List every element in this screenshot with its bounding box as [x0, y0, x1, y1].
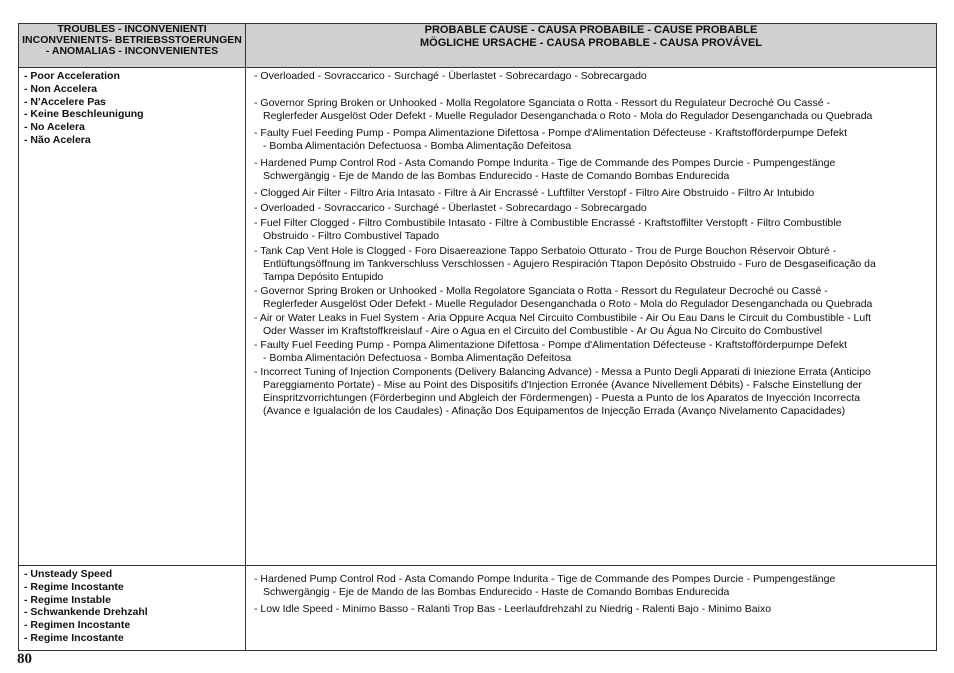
cause-item [254, 312, 930, 338]
cause-item [254, 245, 930, 284]
cause-line: Schwergängig - Eje de Mando de las Bombas Endurecido - Haste de Comando Bombas Endurecida [263, 586, 730, 598]
troubles-cell-unsteady-speed [19, 566, 246, 651]
cause-line: - Fuel Filter Clogged - Filtro Combustibile Intasato - Filtre à Combustible Encrassé - Kraftstoffilter Verstopft - Filtro Combustible [254, 217, 842, 229]
cause-line: (Avance e Igualación de los Caudales) - Afinação Dos Equipamentos de Injecção Errada (Avanço Nivelamento Capacidades) [263, 405, 846, 417]
cause-item [254, 127, 930, 153]
table-row [19, 68, 937, 566]
cause-item [254, 285, 930, 311]
cause-line: - Air or Water Leaks in Fuel System - Aria Oppure Acqua Nel Circuito Combustibile - Air Ou Eau Dans le Circuit du Combustible - Luft [254, 312, 872, 324]
cause-item [254, 187, 930, 200]
cause-line: - Overloaded - Sovraccarico - Surchagé - Überlastet - Sobrecardago - Sobrecargado [254, 70, 647, 82]
cause-line: - Clogged Air Filter - Filtro Aria Intasato - Filtre à Air Encrassé - Luftfilter Verstopf - Filtro Aire Obstruido - Filtro Ar Intubido [254, 187, 815, 199]
trouble-label: - Regimen Incostante [24, 619, 131, 632]
cause-item [254, 97, 930, 123]
table-row [19, 566, 937, 651]
trouble-label: - Unsteady Speed [24, 568, 113, 580]
trouble-label: - Regime Incostante [24, 631, 124, 644]
trouble-label: - N'Accelere Pas [24, 95, 106, 108]
causes-cell-poor-acceleration [246, 68, 937, 566]
trouble-label: - No Acelera [24, 121, 85, 134]
header-line: - ANOMALIAS - INCONVENIENTES [45, 45, 219, 57]
cause-line: Schwergängig - Eje de Mando de las Bombas Endurecido - Haste de Comando Bombas Endurecida [263, 170, 730, 182]
cause-item [254, 202, 930, 215]
cause-line: Pareggiamento Portate) - Mise au Point des Dispositifs d'Injection Erronée (Avance Nivellement Débits) - Falsche Einstellung der [263, 379, 862, 391]
trouble-label: - Poor Acceleration [24, 70, 120, 82]
cause-line: Obstruido - Filtro Combustivel Tapado [263, 230, 440, 242]
cause-line: Entlüftungsöffnung im Tankverschluss Verschlossen - Agujero Respiración Ttapon Depósito Obstruido - Furo de Desgaseificação da [263, 258, 876, 270]
cause-line: Reglerfeder Ausgelöst Oder Defekt - Muelle Regulador Desenganchada o Roto - Mola do Regulador Desenganchada ou Quebrada [263, 110, 873, 122]
cause-item [254, 603, 930, 616]
cause-item [254, 339, 930, 365]
cause-line: - Overloaded - Sovraccarico - Surchagé - Überlastet - Sobrecardago - Sobrecargado [254, 202, 647, 214]
header-line: TROUBLES - INCONVENIENTI [57, 23, 207, 35]
cause-line: - Governor Spring Broken or Unhooked - Molla Regolatore Sganciata o Rotta - Ressort du Regulateur Decroché Ou Cassé - [254, 97, 831, 109]
table-header-row [19, 24, 937, 68]
cause-line: - Bomba Alimentación Defectuosa - Bomba Alimentação Defeitosa [263, 140, 572, 152]
trouble-label: - Non Accelera [24, 82, 98, 95]
cause-item [254, 70, 930, 83]
header-line: PROBABLE CAUSE - CAUSA PROBABILE - CAUSE PROBABLE [424, 24, 758, 36]
cause-line: - Hardened Pump Control Rod - Asta Comando Pompe Indurita - Tige de Commande des Pompes Durcie - Pumpengestänge [254, 157, 836, 169]
cause-line: Oder Wasser im Kraftstoffkreislauf - Aire o Agua en el Circuito del Combustible - Ar Ou Água No Circuito do Combustível [263, 325, 823, 337]
cause-line: - Faulty Fuel Feeding Pump - Pompa Alimentazione Difettosa - Pompe d'Alimentation Défecteuse - Kraftstofförderpumpe Defekt [254, 127, 848, 139]
cause-line: Einspritzvorrichtungen (Förderbeginn und Abgleich der Fördermengen) - Puesta a Punto de los Aparatos de Inyección Incorrecta [263, 392, 861, 404]
header-line: MÖGLICHE URSACHE - CAUSA PROBABLE - CAUSA PROVÁVEL [419, 37, 763, 49]
cause-item [254, 573, 930, 599]
causes-cell-unsteady-speed [246, 566, 937, 651]
cause-item [254, 157, 930, 183]
cause-line: - Tank Cap Vent Hole is Clogged - Foro Disaereazione Tappo Serbatoio Otturato - Trou de Purge Bouchon Réservoir Obturé - [254, 245, 837, 257]
cause-item [254, 217, 930, 243]
troubles-column-header [19, 24, 246, 68]
trouble-label: - Regime Instable [24, 593, 111, 606]
header-line: INCONVENIENTS- BETRIEBSSTOERUNGEN [22, 34, 242, 46]
cause-line: - Faulty Fuel Feeding Pump - Pompa Alimentazione Difettosa - Pompe d'Alimentation Défecteuse - Kraftstofförderpumpe Defekt [254, 339, 848, 351]
causes-column-header [246, 24, 937, 68]
trouble-label: - Não Acelera [24, 133, 91, 146]
trouble-label: - Keine Beschleunigung [24, 108, 144, 121]
cause-line: Reglerfeder Ausgelöst Oder Defekt - Muelle Regulador Desenganchada o Roto - Mola do Regulador Desenganchada ou Quebrada [263, 298, 873, 310]
page-number: 80 [17, 651, 32, 667]
cause-line: - Hardened Pump Control Rod - Asta Comando Pompe Indurita - Tige de Commande des Pompes Durcie - Pumpengestänge [254, 573, 836, 585]
cause-line: Tampa Depósito Entupido [263, 271, 384, 283]
cause-line: - Incorrect Tuning of Injection Components (Delivery Balancing Advance) - Messa a Punto Degli Apparati di Iniezione Errata (Anticipo [254, 366, 871, 378]
cause-item [254, 366, 930, 418]
cause-line: - Low Idle Speed - Minimo Basso - Ralanti Trop Bas - Leerlaufdrehzahl zu Niedrig - Ralenti Bajo - Minimo Baixo [254, 603, 772, 615]
cause-line: - Governor Spring Broken or Unhooked - Molla Regolatore Sganciata o Rotta - Ressort du Regulateur Decroché ou Cassé - [254, 285, 828, 297]
trouble-label: - Schwankende Drehzahl [24, 606, 148, 619]
troubles-cell-poor-acceleration [19, 68, 246, 566]
cause-line: - Bomba Alimentación Defectuosa - Bomba Alimentação Defeitosa [263, 352, 572, 364]
trouble-label: - Regime Incostante [24, 580, 124, 593]
troubleshooting-table [18, 23, 937, 651]
